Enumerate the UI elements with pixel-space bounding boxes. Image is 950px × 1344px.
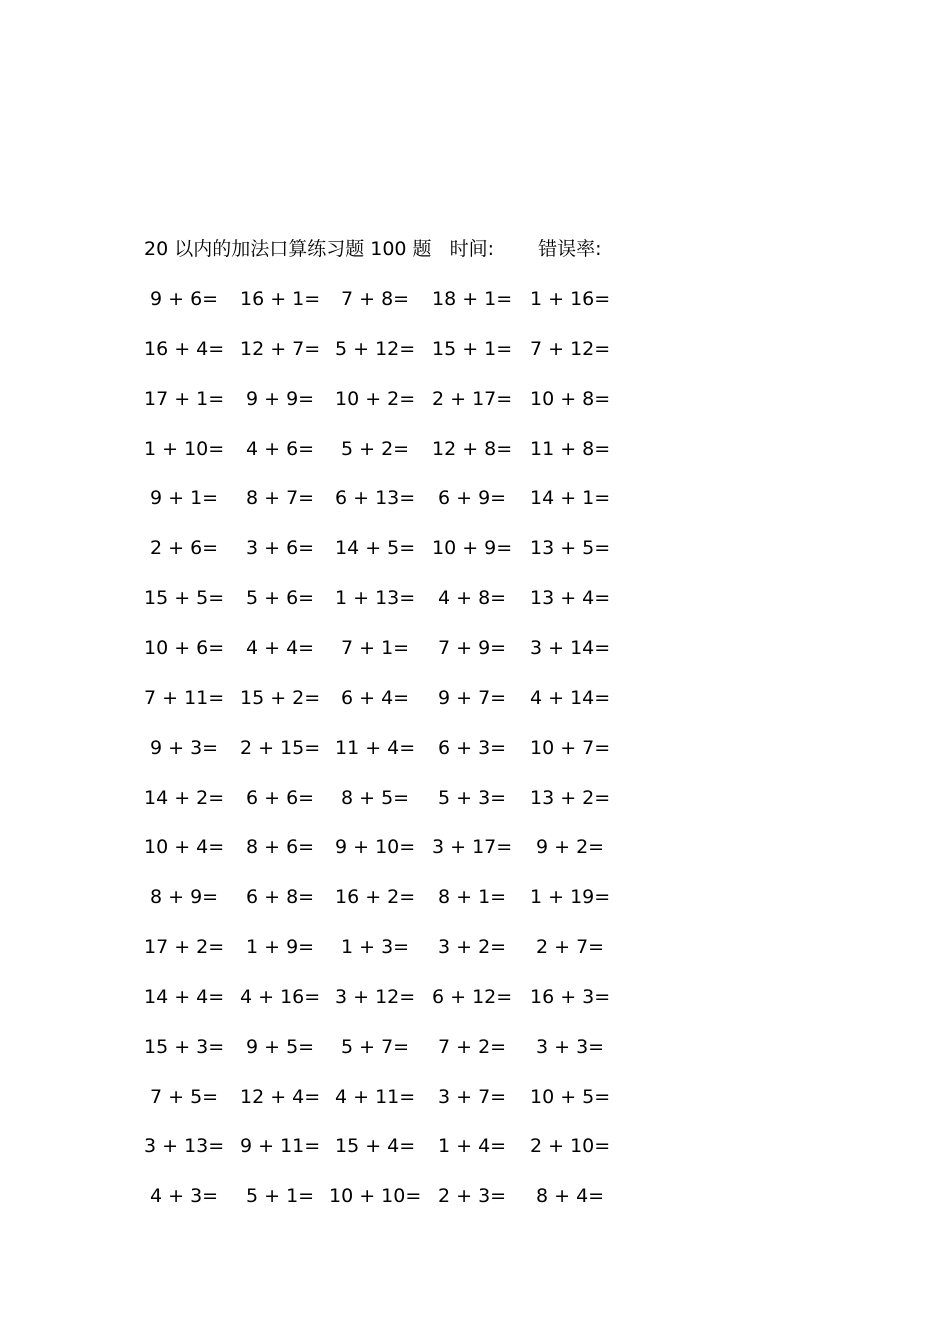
problem-item: 12 + 8= — [432, 437, 513, 460]
problem-item: 14 + 4= — [144, 985, 225, 1008]
problem-item: 9 + 2= — [536, 836, 605, 859]
problem-item: 12 + 7= — [240, 337, 321, 360]
problem-item: 17 + 2= — [144, 936, 225, 959]
problem-item: 2 + 3= — [438, 1185, 507, 1208]
problem-item: 15 + 3= — [144, 1035, 225, 1058]
problem-item: 4 + 4= — [246, 636, 315, 659]
problem-item: 14 + 2= — [144, 786, 225, 809]
problem-item: 14 + 5= — [335, 537, 416, 560]
problem-item: 11 + 8= — [530, 437, 611, 460]
worksheet-title: 20 以内的加法口算练习题 100 题 — [144, 238, 432, 260]
problem-item: 3 + 2= — [438, 936, 507, 959]
problem-item: 2 + 7= — [536, 936, 605, 959]
problem-item: 3 + 12= — [335, 985, 416, 1008]
problem-item: 7 + 2= — [438, 1035, 507, 1058]
problem-item: 2 + 10= — [530, 1135, 611, 1158]
problem-item: 13 + 2= — [530, 786, 611, 809]
problem-item: 7 + 8= — [341, 288, 410, 310]
problem-item: 10 + 5= — [530, 1085, 611, 1108]
problem-item: 6 + 3= — [438, 736, 507, 759]
problem-item: 1 + 19= — [530, 886, 611, 909]
problem-item: 5 + 12= — [335, 337, 416, 360]
problem-item: 8 + 7= — [246, 487, 315, 510]
problem-item: 11 + 4= — [335, 736, 416, 759]
problem-item: 9 + 10= — [335, 836, 416, 859]
problem-item: 7 + 1= — [341, 636, 410, 659]
problem-item: 10 + 2= — [335, 387, 416, 410]
problem-item: 12 + 4= — [240, 1085, 321, 1108]
problem-item: 10 + 7= — [530, 736, 611, 759]
problem-item: 8 + 6= — [246, 836, 315, 859]
problem-item: 3 + 13= — [144, 1135, 225, 1158]
problem-item: 9 + 6= — [150, 288, 219, 310]
problem-item: 3 + 17= — [432, 836, 513, 859]
problem-item: 8 + 1= — [438, 886, 507, 909]
problem-item: 1 + 4= — [438, 1135, 507, 1158]
problem-item: 17 + 1= — [144, 387, 225, 410]
problem-item: 6 + 9= — [438, 487, 507, 510]
problem-item: 5 + 1= — [246, 1185, 315, 1208]
problem-item: 1 + 3= — [341, 936, 410, 959]
problem-item: 1 + 13= — [335, 587, 416, 610]
problem-item: 1 + 9= — [246, 936, 315, 959]
problem-item: 16 + 4= — [144, 337, 225, 360]
problem-item: 10 + 9= — [432, 537, 513, 560]
problem-item: 15 + 4= — [335, 1135, 416, 1158]
problem-item: 16 + 1= — [240, 288, 321, 310]
problem-item: 2 + 17= — [432, 387, 513, 410]
problem-item: 2 + 15= — [240, 736, 321, 759]
problem-item: 16 + 2= — [335, 886, 416, 909]
problem-item: 13 + 4= — [530, 587, 611, 610]
problem-item: 5 + 7= — [341, 1035, 410, 1058]
problem-item: 3 + 7= — [438, 1085, 507, 1108]
problem-item: 8 + 9= — [150, 886, 219, 909]
problem-item: 4 + 14= — [530, 686, 611, 709]
problem-item: 3 + 14= — [530, 636, 611, 659]
problem-item: 4 + 11= — [335, 1085, 416, 1108]
problem-item: 7 + 9= — [438, 636, 507, 659]
problem-item: 6 + 8= — [246, 886, 315, 909]
problem-item: 4 + 6= — [246, 437, 315, 460]
problem-item: 2 + 6= — [150, 537, 219, 560]
problem-item: 13 + 5= — [530, 537, 611, 560]
problem-item: 10 + 10= — [329, 1185, 422, 1208]
problem-item: 3 + 6= — [246, 537, 315, 560]
problem-item: 9 + 3= — [150, 736, 219, 759]
problem-item: 7 + 5= — [150, 1085, 219, 1108]
problem-item: 4 + 3= — [150, 1185, 219, 1208]
problem-item: 9 + 1= — [150, 487, 219, 510]
problem-item: 9 + 7= — [438, 686, 507, 709]
problem-item: 9 + 11= — [240, 1135, 321, 1158]
problem-item: 9 + 5= — [246, 1035, 315, 1058]
problem-item: 15 + 5= — [144, 587, 225, 610]
problem-item: 5 + 3= — [438, 786, 507, 809]
time-label: 时间: — [449, 238, 495, 260]
problem-item: 9 + 9= — [246, 387, 315, 410]
problem-item: 8 + 5= — [341, 786, 410, 809]
problem-item: 6 + 12= — [432, 985, 513, 1008]
problem-item: 3 + 3= — [536, 1035, 605, 1058]
problem-item: 1 + 16= — [530, 288, 611, 310]
problem-item: 4 + 8= — [438, 587, 507, 610]
problem-item: 18 + 1= — [432, 288, 513, 310]
error-rate-label: 错误率: — [538, 238, 602, 260]
problem-item: 7 + 11= — [144, 686, 225, 709]
problem-item: 10 + 6= — [144, 636, 225, 659]
problem-item: 10 + 4= — [144, 836, 225, 859]
problem-item: 14 + 1= — [530, 487, 611, 510]
problem-item: 15 + 1= — [432, 337, 513, 360]
problem-item: 5 + 6= — [246, 587, 315, 610]
problem-item: 16 + 3= — [530, 985, 611, 1008]
problem-item: 6 + 13= — [335, 487, 416, 510]
problem-item: 5 + 2= — [341, 437, 410, 460]
problem-item: 10 + 8= — [530, 387, 611, 410]
problem-item: 6 + 6= — [246, 786, 315, 809]
problem-item: 6 + 4= — [341, 686, 410, 709]
problem-item: 7 + 12= — [530, 337, 611, 360]
problem-item: 8 + 4= — [536, 1185, 605, 1208]
problem-item: 1 + 10= — [144, 437, 225, 460]
problem-item: 15 + 2= — [240, 686, 321, 709]
problem-item: 4 + 16= — [240, 985, 321, 1008]
